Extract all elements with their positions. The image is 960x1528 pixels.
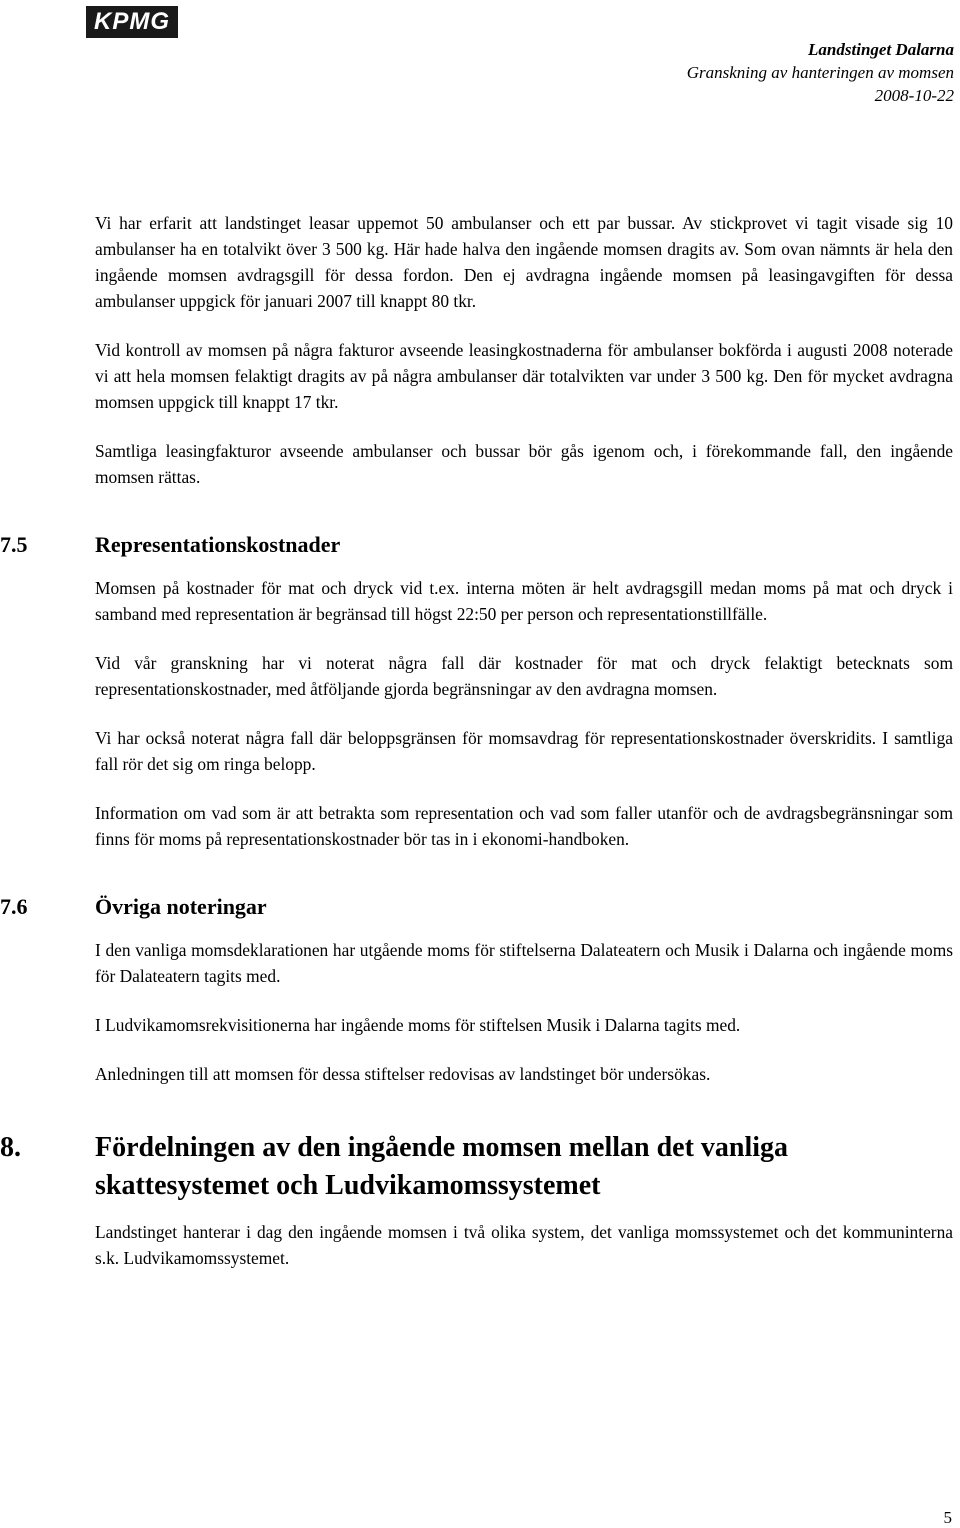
paragraph: I den vanliga momsdeklarationen har utgående moms för stiftelserna Dalateatern och Musik i Dalarna och ingående moms för Dalateatern tagits med. (95, 940, 953, 986)
paragraph: Vi har erfarit att landstinget leasar uppemot 50 ambulanser och ett par bussar. Av stickprovet vi tagit visade sig 10 ambulanser ha en totalvikt över 3 500 kg. Här hade halva den ingående momsen dragits av. Som ovan nämnts är hela den ingående momsen avdragsgill för dessa fordon. Den ej avdragna ingående momsen på leasingavgiften för dessa ambulanser uppgick för januari 2007 till knappt 80 tkr. (95, 213, 953, 311)
paragraph: Landstinget hanterar i dag den ingående momsen i två olika system, det vanliga momssystemet och det kommuninterna s.k. Ludvikamomssystemet. (95, 1222, 953, 1268)
paragraph: Vid vår granskning har vi noterat några fall där kostnader för mat och dryck felaktigt betecknats som representationskostnader, med åtföljande gjorda begränsningar av den avdragna momsen. (95, 653, 953, 699)
section-title: Övriga noteringar (95, 894, 267, 919)
paragraph: Vi har också noterat några fall där beloppsgränsen för momsavdrag för representationskostnader överskridits. I samtliga fall rör det sig om ringa belopp. (95, 728, 953, 774)
section-number: 8. (0, 1132, 21, 1163)
section-title: Representationskostnader (95, 532, 341, 557)
page-number: 5 (943, 1508, 952, 1527)
page-header (687, 38, 954, 107)
section-title: Fördelningen av den ingående momsen mellan det vanliga skattesystemet och Ludvikamomssystemet (95, 1132, 789, 1201)
paragraph: Vid kontroll av momsen på några fakturor avseende leasingkostnaderna för ambulanser bokförda i augusti 2008 noterade vi att hela momsen felaktigt dragits av på några ambulanser där totalvikten var under 3 500 kg. Den för mycket avdragna momsen uppgick till knappt 17 tkr. (95, 340, 953, 412)
header-report-title: Granskning av hanteringen av momsen (686, 63, 954, 82)
section-number: 7.6 (0, 894, 28, 919)
header-date: 2008-10-22 (874, 86, 954, 105)
section-heading-7-6 (0, 892, 953, 922)
kpmg-logo: KPMG (86, 6, 178, 38)
document-body (0, 210, 953, 1294)
paragraph: Samtliga leasingfakturor avseende ambulanser och bussar bör gås igenom och, i förekommande fall, den ingående momsen rättas. (95, 441, 953, 487)
paragraph: Information om vad som är att betrakta som representation och vad som faller utanför och de avdragsbegränsningar som finns för moms på representationskostnader bör tas in i ekonomi-handboken. (95, 803, 953, 849)
header-organization: Landstinget Dalarna (808, 40, 954, 59)
paragraph: I Ludvikamomsrekvisitionerna har ingående moms för stiftelsen Musik i Dalarna tagits med. (95, 1015, 741, 1035)
paragraph: Momsen på kostnader för mat och dryck vid t.ex. interna möten är helt avdragsgill medan moms på mat och dryck i samband med representation är begränsad till högst 22:50 per person och representationstillfälle. (95, 578, 953, 624)
section-heading-7-5 (0, 530, 953, 560)
section-number: 7.5 (0, 532, 28, 557)
section-heading-8 (0, 1129, 953, 1205)
paragraph: Anledningen till att momsen för dessa stiftelser redovisas av landstinget bör undersökas. (95, 1064, 711, 1084)
